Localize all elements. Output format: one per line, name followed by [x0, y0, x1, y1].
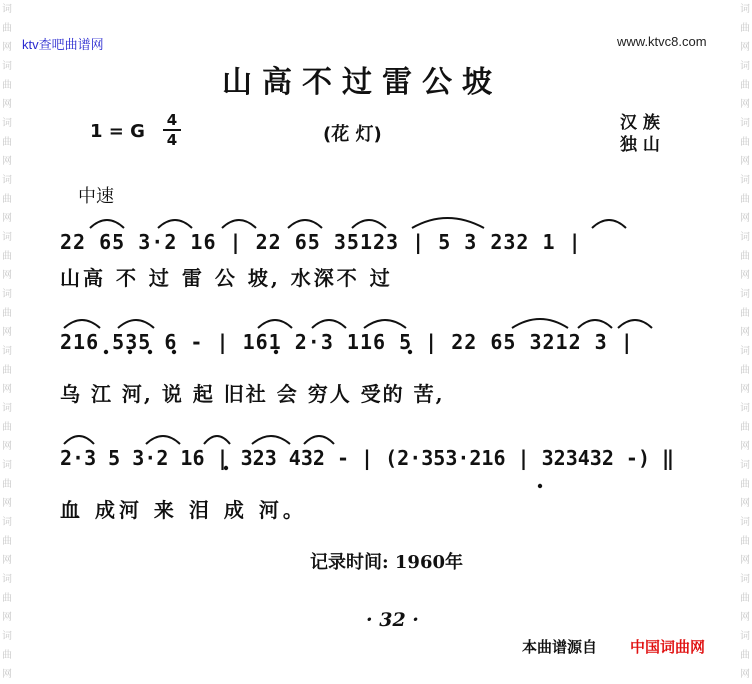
time-signature-bottom: 4: [166, 131, 178, 149]
side-watermark-char: 曲: [740, 80, 750, 91]
side-watermark-char: 网: [740, 669, 750, 680]
side-watermark-char: 词: [2, 346, 12, 357]
side-watermark-char: 网: [740, 441, 750, 452]
side-watermark-char: 网: [740, 555, 750, 566]
side-watermark-char: 曲: [2, 650, 12, 661]
side-watermark-char: 网: [740, 270, 750, 281]
notation-row-2: 216 535 6 - | 161 2·3 116 5 | 22 65 3212 3 |: [60, 330, 634, 354]
origin-ethnicity: 汉 族: [620, 113, 660, 133]
side-watermark-char: 曲: [740, 194, 750, 205]
side-watermark-char: 曲: [740, 650, 750, 661]
side-watermark-char: 词: [2, 403, 12, 414]
side-watermark-char: 曲: [2, 536, 12, 547]
time-signature-top: 4: [166, 111, 178, 129]
side-watermark-char: 词: [2, 4, 12, 15]
side-watermark-char: 网: [740, 384, 750, 395]
side-watermark-char: 曲: [2, 422, 12, 433]
origin-place: 独 山: [620, 135, 660, 155]
side-watermark-char: 词: [740, 118, 750, 129]
side-watermark-char: 曲: [2, 593, 12, 604]
source-label: 本曲谱源自: [522, 638, 598, 656]
side-watermark-char: 词: [740, 175, 750, 186]
side-watermark-char: 曲: [2, 80, 12, 91]
side-watermark-char: 曲: [740, 479, 750, 490]
side-watermark-char: 网: [2, 384, 12, 395]
side-watermark-char: 曲: [2, 194, 12, 205]
side-watermark-char: 网: [2, 99, 12, 110]
side-watermark-char: 网: [740, 213, 750, 224]
side-watermark-char: 网: [2, 669, 12, 680]
side-watermark-char: 词: [2, 631, 12, 642]
side-watermark-char: 词: [740, 403, 750, 414]
side-watermark-char: 词: [2, 175, 12, 186]
side-watermark-char: 词: [2, 517, 12, 528]
lyrics-row-3: 血 成河 来 泪 成 河。: [60, 498, 307, 522]
lyrics-row-2: 乌 江 河, 说 起 旧社 会 穷人 受的 苦,: [60, 382, 445, 406]
side-watermark-char: 网: [2, 270, 12, 281]
song-title: 山高不过雷公坡: [222, 65, 502, 100]
source-site: 中国词曲网: [630, 638, 706, 656]
side-watermark-char: 曲: [740, 308, 750, 319]
side-watermark-char: 词: [2, 232, 12, 243]
side-watermark-char: 网: [2, 42, 12, 53]
side-watermark-char: 曲: [2, 308, 12, 319]
side-watermark-char: 网: [2, 327, 12, 338]
side-watermark-char: 词: [740, 631, 750, 642]
side-watermark-char: 曲: [740, 251, 750, 262]
side-watermark-char: 曲: [2, 365, 12, 376]
side-watermark-char: 词: [2, 460, 12, 471]
side-watermark-char: 网: [2, 441, 12, 452]
side-watermark-char: 词: [740, 4, 750, 15]
notation-row-3: 2·3 5 3·2 16 | 323 432 - | (2·353·216 | 323432 -) ‖: [60, 446, 675, 470]
side-watermark-char: 网: [2, 213, 12, 224]
side-watermark-char: 曲: [740, 365, 750, 376]
side-watermark-char: 曲: [740, 422, 750, 433]
side-watermark-char: 词: [2, 289, 12, 300]
side-watermark-char: 曲: [2, 251, 12, 262]
lyrics-row-1: 山高 不 过 雷 公 坡, 水深不 过: [60, 266, 393, 290]
side-watermark-char: 网: [740, 498, 750, 509]
record-date: 记录时间: 1960年: [310, 552, 464, 573]
side-watermark-char: 词: [740, 289, 750, 300]
tempo-marking: 中速: [78, 186, 114, 207]
side-watermark-char: 词: [2, 61, 12, 72]
side-watermark-char: 曲: [740, 536, 750, 547]
side-watermark-char: 网: [2, 612, 12, 623]
side-watermark-char: 网: [740, 327, 750, 338]
side-watermark-char: 词: [740, 460, 750, 471]
side-watermark-char: 词: [740, 232, 750, 243]
watermark-right-site: www.ktvc8.com: [617, 34, 707, 49]
side-watermark-char: 词: [740, 346, 750, 357]
side-watermark-char: 曲: [740, 593, 750, 604]
side-watermark-char: 网: [740, 156, 750, 167]
side-watermark-char: 网: [740, 612, 750, 623]
key-signature: 1 = G: [90, 121, 145, 142]
genre-label: (花 灯): [323, 124, 382, 145]
side-watermark-char: 曲: [2, 479, 12, 490]
side-watermark-char: 曲: [2, 23, 12, 34]
side-watermark-char: 网: [740, 99, 750, 110]
side-watermark-char: 曲: [740, 137, 750, 148]
side-watermark-char: 网: [2, 498, 12, 509]
side-watermark-char: 词: [740, 517, 750, 528]
side-watermark-char: 网: [2, 156, 12, 167]
side-watermark-char: 词: [740, 61, 750, 72]
side-watermark-char: 网: [2, 555, 12, 566]
side-watermark-char: 词: [2, 574, 12, 585]
side-watermark-char: 曲: [740, 23, 750, 34]
side-watermark-char: 词: [2, 118, 12, 129]
notation-row-1: 22 65 3·2 16 | 22 65 35123 | 5 3 232 1 |: [60, 230, 582, 254]
page-number: · 32 ·: [366, 609, 419, 631]
watermark-left-site: ktv查吧曲谱网: [22, 37, 104, 52]
side-watermark-char: 词: [740, 574, 750, 585]
side-watermark-char: 曲: [2, 137, 12, 148]
side-watermark-char: 网: [740, 42, 750, 53]
